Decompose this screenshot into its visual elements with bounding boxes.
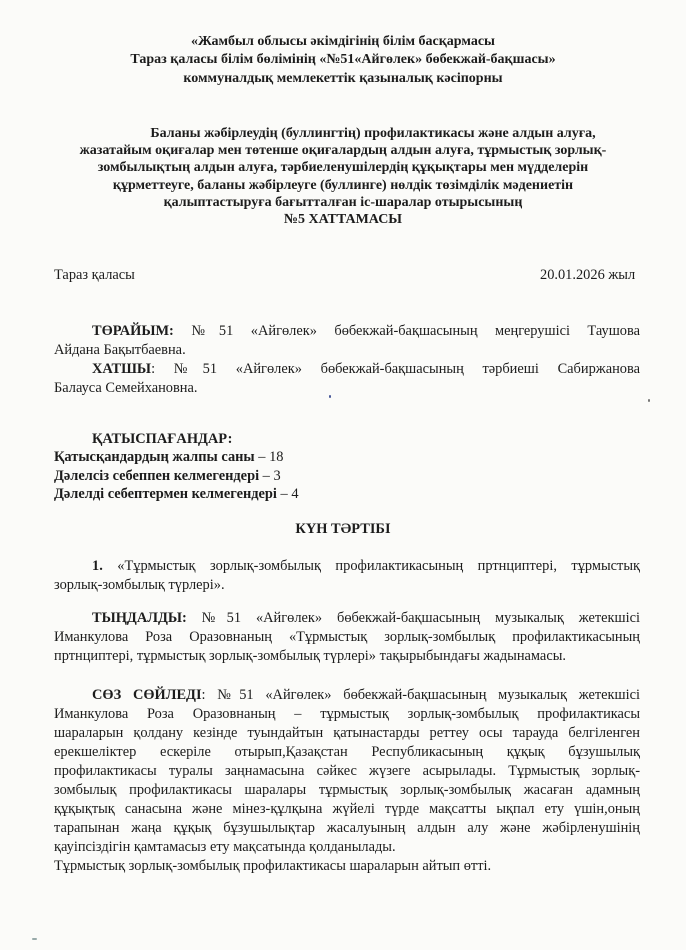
spoke-line-9: қауіпсіздігін қамтамасыз ету мақсатында қолданылады. xyxy=(54,839,396,855)
spoke-line-2: Иманкулова Роза Оразовнаның – тұрмыстық зорлық-зомбылық профилактикасы xyxy=(54,706,640,722)
chair-line-1 xyxy=(92,322,640,341)
heard-text: №51 «Айгөлек» бөбекжай-бақшасының музыкалық жетекшісі xyxy=(186,610,640,626)
city: Тараз қаласы xyxy=(54,267,135,283)
absent-total-label: Қатысқандардың жалпы саны xyxy=(54,449,255,465)
heard-line-1 xyxy=(92,609,640,628)
secretary-line-1 xyxy=(92,360,640,379)
chair-text: №51 «Айгөлек» бөбекжай-бақшасының меңгерушісі Таушова xyxy=(173,323,640,339)
spoke-line-4: ерекшеліктер ескеріле отырып,Қазақстан Республикасының құқық бұзушылық xyxy=(54,744,640,760)
header-line-3: коммуналдық мемлекеттік қазыналық кәсіпорны xyxy=(183,71,503,86)
spoke-line-7: құқықтық санасына және мінез-құлқына жүйелі түрде мақсатты ықпал ету үшін,оның xyxy=(54,801,640,817)
absent-excused-value: – 4 xyxy=(276,486,299,502)
header-line-2: Тараз қаласы білім бөлімінің «№51«Айгөлек» бөбекжай-бақшасы» xyxy=(130,52,556,67)
heard-line-3: пртнциптері, тұрмыстық зорлық-зомбылық түрлері» тақырыбындағы жадынамасы. xyxy=(54,648,566,664)
scan-speck xyxy=(648,399,650,402)
absent-unexcused-value: – 3 xyxy=(259,468,281,484)
date: 20.01.2026 жыл xyxy=(540,267,636,283)
agenda-item-line-2: зорлық-зомбылық түрлері». xyxy=(54,577,225,593)
heard-label: ТЫҢДАЛДЫ: xyxy=(92,610,187,626)
spoke-line-8: тарапынан жаңа құқық бұзушылықтар жасалуының алдын алу және жәбірленушінің xyxy=(54,820,640,836)
title-line-1: Баланы жәбірлеудің (буллингтің) профилактикасы және алдын алуға, xyxy=(150,126,596,141)
header-line-1: «Жамбыл облысы әкімдігінің білім басқармасы xyxy=(191,34,495,49)
spoke-text: : №51 «Айгөлек» бөбекжай-бақшасының музыкалық жетекшісі xyxy=(201,687,640,703)
secretary-text: : №51 «Айгөлек» бөбекжай-бақшасының тәрбиеші Сабиржанова xyxy=(151,361,640,377)
chair-label: ТӨРАЙЫМ: xyxy=(92,323,174,339)
agenda-heading: КҮН ТӘРТІБІ xyxy=(295,521,391,537)
absent-unexcused-label: Дәлелсіз себеппен келмегендері xyxy=(54,468,260,484)
secretary-line-2: Балауса Семейхановна. xyxy=(54,380,198,396)
scan-speck xyxy=(329,395,331,398)
chair-line-2: Айдана Бақытбаевна. xyxy=(54,342,186,358)
spoke-line-5: профилактикасы туралы заңнамасына сәйкес жүзеге асырылады. Тұрмыстық зорлық- xyxy=(54,763,640,779)
spoke-line-6: зомбылық профилактикасы шаралары тұрмыстық зорлық-зомбылық жасаған адамның xyxy=(54,782,640,798)
title-line-2: жазатайым оқиғалар мен төтенше оқиғалардың алдын алуға, тұрмыстық зорлық- xyxy=(79,143,607,158)
spoke-line-3: шараларын қолдану кезінде туындайтын қатынастарды реттеу осы тарауда белгіленген xyxy=(54,725,640,741)
secretary-label: ХАТШЫ xyxy=(92,361,152,377)
spoke-closing: Тұрмыстық зорлық-зомбылық профилактикасы шараларын айтып өтті. xyxy=(54,858,492,874)
spoke-line-1 xyxy=(92,686,640,705)
heard-line-2: Иманкулова Роза Оразовнаның «Тұрмыстық зорлық-зомбылық профилактикасының xyxy=(54,629,640,645)
spoke-label: СӨЗ СӨЙЛЕДІ xyxy=(92,687,202,703)
agenda-item-text: «Тұрмыстық зорлық-зомбылық профилактикасының пртнциптері, тұрмыстық xyxy=(102,558,640,574)
agenda-item-number: 1. xyxy=(92,558,103,574)
title-line-5: қалыптастыруға бағытталған іс-шаралар отырысының xyxy=(163,195,523,210)
scan-speck xyxy=(32,938,37,940)
title-line-3: зомбылықтың алдын алуға, тәрбиеленушілердің құқықтары мен мүдделерін xyxy=(97,160,589,175)
absent-heading: ҚАТЫСПАҒАНДАР: xyxy=(92,431,233,447)
protocol-number: №5 ХАТТАМАСЫ xyxy=(283,212,403,227)
title-line-4: құрметтеуге, баланы жәбірлеуге (буллинге) нөлдік төзімділік мәдениетін xyxy=(112,178,574,193)
agenda-item-line-1 xyxy=(92,557,640,576)
absent-unexcused xyxy=(54,467,281,486)
absent-total-value: – 18 xyxy=(254,449,284,465)
absent-excused xyxy=(54,485,299,504)
absent-total xyxy=(54,448,283,467)
absent-excused-label: Дәлелді себептермен келмегендері xyxy=(54,486,277,502)
